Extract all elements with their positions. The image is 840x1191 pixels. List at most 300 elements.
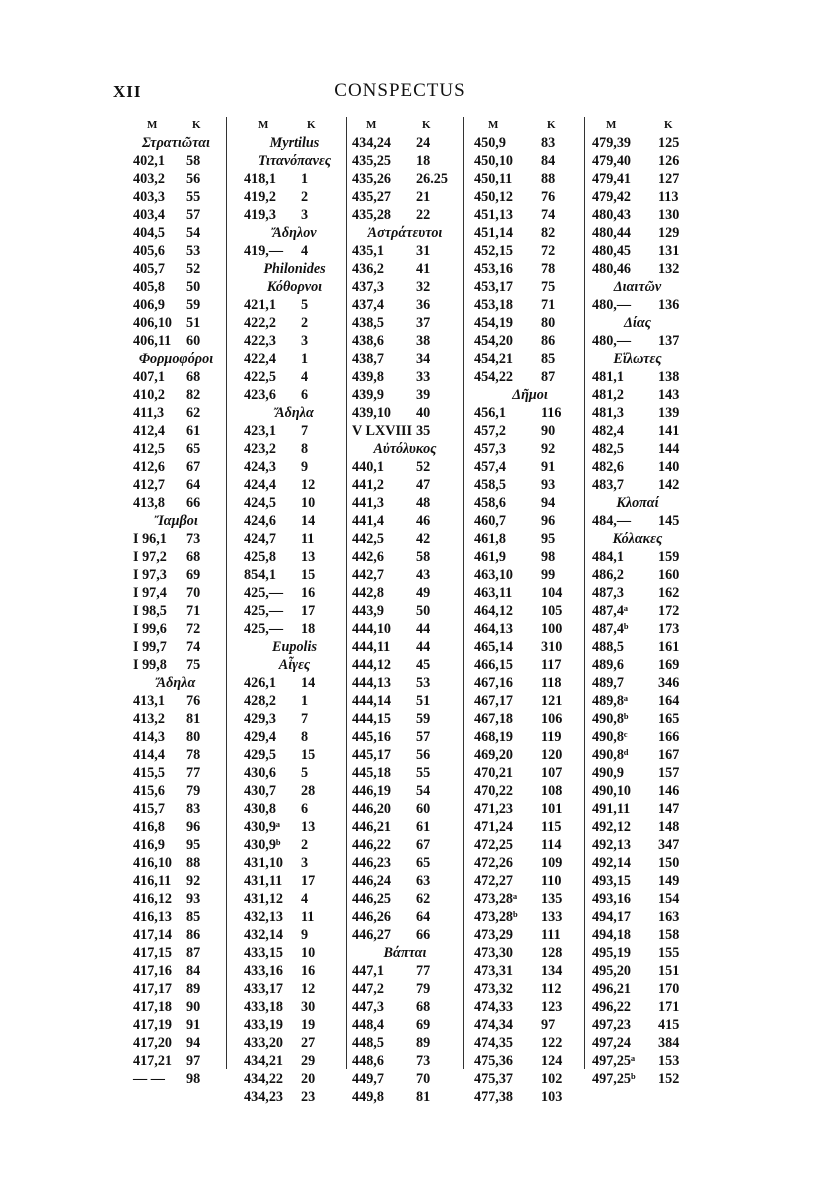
section-heading-text: Εἵλωτες bbox=[613, 351, 662, 367]
kock-ref: 38 bbox=[416, 333, 431, 349]
table-row bbox=[352, 764, 458, 782]
kock-ref: 4 bbox=[301, 891, 309, 907]
table-row bbox=[474, 710, 586, 728]
meineke-ref: 419,— bbox=[244, 243, 284, 259]
kock-ref: 37 bbox=[416, 315, 431, 331]
table-row bbox=[474, 260, 586, 278]
meineke-ref: 440,1 bbox=[352, 459, 384, 475]
meineke-ref: 460,7 bbox=[474, 513, 506, 529]
kock-ref: 136 bbox=[658, 297, 680, 313]
meineke-ref: 472,26 bbox=[474, 855, 514, 871]
meineke-ref: 469,20 bbox=[474, 747, 514, 763]
kock-ref: 51 bbox=[416, 693, 431, 709]
table-row bbox=[352, 494, 458, 512]
kock-ref: 98 bbox=[541, 549, 556, 565]
meineke-ref: 482,6 bbox=[592, 459, 624, 475]
kock-ref: 71 bbox=[186, 603, 201, 619]
table-row bbox=[592, 728, 683, 746]
meineke-ref: 489,8ᵃ bbox=[592, 693, 629, 709]
table-row bbox=[592, 782, 683, 800]
kock-ref: 90 bbox=[541, 423, 556, 439]
meineke-ref: 433,19 bbox=[244, 1017, 284, 1033]
table-row bbox=[352, 926, 458, 944]
table-row bbox=[352, 836, 458, 854]
table-row bbox=[592, 242, 683, 260]
kock-ref: 20 bbox=[301, 1071, 316, 1087]
kock-ref: 55 bbox=[186, 189, 201, 205]
table-row bbox=[133, 566, 219, 584]
meineke-ref: 417,14 bbox=[133, 927, 173, 943]
meineke-ref: 481,1 bbox=[592, 369, 624, 385]
table-row bbox=[352, 206, 458, 224]
meineke-ref: 430,9ᵃ bbox=[244, 819, 281, 835]
table-row bbox=[592, 836, 683, 854]
kock-ref: 42 bbox=[416, 531, 431, 547]
section-heading bbox=[352, 224, 458, 242]
meineke-ref: 412,6 bbox=[133, 459, 165, 475]
table-row bbox=[474, 224, 586, 242]
table-row bbox=[474, 1070, 586, 1088]
meineke-ref: 434,22 bbox=[244, 1071, 284, 1087]
table-column bbox=[474, 116, 586, 1106]
kock-ref: 11 bbox=[301, 531, 315, 547]
kock-ref: 34 bbox=[416, 351, 431, 367]
meineke-ref: 413,1 bbox=[133, 693, 165, 709]
table-row bbox=[592, 800, 683, 818]
section-heading-text: Κλοπαί bbox=[616, 495, 659, 511]
kock-ref: 58 bbox=[416, 549, 431, 565]
table-row bbox=[133, 890, 219, 908]
meineke-ref: 405,7 bbox=[133, 261, 165, 277]
section-heading-text: Δῆμοι bbox=[512, 387, 548, 403]
kock-ref: 40 bbox=[416, 405, 431, 421]
table-row bbox=[133, 1034, 219, 1052]
table-row bbox=[352, 566, 458, 584]
meineke-ref: 433,17 bbox=[244, 981, 284, 997]
meineke-ref: 415,7 bbox=[133, 801, 165, 817]
kock-ref: 7 bbox=[301, 711, 309, 727]
meineke-ref: 488,5 bbox=[592, 639, 624, 655]
kock-ref: 160 bbox=[658, 567, 680, 583]
table-row bbox=[133, 278, 219, 296]
page-title: CONSPECTUS bbox=[334, 80, 466, 101]
kock-ref: 52 bbox=[416, 459, 431, 475]
kock-ref: 173 bbox=[658, 621, 680, 637]
table-row bbox=[244, 584, 345, 602]
table-row bbox=[244, 314, 345, 332]
meineke-ref: 497,23 bbox=[592, 1017, 632, 1033]
table-row bbox=[474, 602, 586, 620]
meineke-ref: 495,19 bbox=[592, 945, 632, 961]
meineke-ref: 444,13 bbox=[352, 675, 392, 691]
kock-ref: 162 bbox=[658, 585, 680, 601]
table-row bbox=[592, 890, 683, 908]
table-row bbox=[352, 152, 458, 170]
table-row bbox=[352, 386, 458, 404]
meineke-ref: 497,25ᵇ bbox=[592, 1071, 636, 1087]
section-heading-text: Αὐτόλυκος bbox=[373, 441, 437, 457]
table-row bbox=[352, 602, 458, 620]
kock-ref: 166 bbox=[658, 729, 680, 745]
table-row bbox=[474, 476, 586, 494]
kock-ref: 18 bbox=[416, 153, 431, 169]
table-row bbox=[133, 746, 219, 764]
meineke-ref: 424,3 bbox=[244, 459, 276, 475]
meineke-ref: 472,25 bbox=[474, 837, 514, 853]
table-row bbox=[133, 332, 219, 350]
table-row bbox=[592, 296, 683, 314]
table-row bbox=[474, 818, 586, 836]
table-row bbox=[352, 1088, 458, 1106]
meineke-ref: 461,8 bbox=[474, 531, 506, 547]
table-row bbox=[352, 818, 458, 836]
table-row bbox=[133, 296, 219, 314]
kock-ref: 114 bbox=[541, 837, 562, 853]
section-heading-text: Ἄδηλον bbox=[272, 225, 317, 241]
kock-ref: 1 bbox=[301, 171, 309, 187]
meineke-ref: 417,21 bbox=[133, 1053, 173, 1069]
table-row bbox=[352, 854, 458, 872]
meineke-ref: 403,3 bbox=[133, 189, 165, 205]
kock-ref: 63 bbox=[416, 873, 431, 889]
column-header-m: M bbox=[606, 119, 618, 131]
meineke-ref: 446,23 bbox=[352, 855, 392, 871]
section-heading bbox=[352, 944, 458, 962]
kock-ref: 141 bbox=[658, 423, 680, 439]
table-row bbox=[592, 386, 683, 404]
kock-ref: 35 bbox=[416, 423, 431, 439]
table-row bbox=[474, 1088, 586, 1106]
kock-ref: 10 bbox=[301, 945, 316, 961]
table-row bbox=[133, 260, 219, 278]
table-row bbox=[133, 782, 219, 800]
kock-ref: 123 bbox=[541, 999, 563, 1015]
kock-ref: 3 bbox=[301, 207, 309, 223]
table-row bbox=[244, 368, 345, 386]
meineke-ref: 421,1 bbox=[244, 297, 276, 313]
meineke-ref: 467,17 bbox=[474, 693, 514, 709]
kock-ref: 77 bbox=[186, 765, 201, 781]
table-row bbox=[592, 656, 683, 674]
table-row bbox=[474, 1052, 586, 1070]
table-row bbox=[352, 1016, 458, 1034]
kock-ref: 103 bbox=[541, 1089, 563, 1105]
kock-ref: 88 bbox=[541, 171, 556, 187]
table-row bbox=[352, 710, 458, 728]
kock-ref: 84 bbox=[186, 963, 201, 979]
table-row bbox=[244, 206, 345, 224]
meineke-ref: 404,5 bbox=[133, 225, 165, 241]
table-row bbox=[592, 692, 683, 710]
kock-ref: 153 bbox=[658, 1053, 680, 1069]
kock-ref: 14 bbox=[301, 675, 316, 691]
table-row bbox=[352, 512, 458, 530]
meineke-ref: 458,6 bbox=[474, 495, 506, 511]
kock-ref: 105 bbox=[541, 603, 563, 619]
meineke-ref: 406,9 bbox=[133, 297, 165, 313]
meineke-ref: 416,9 bbox=[133, 837, 165, 853]
meineke-ref: 492,13 bbox=[592, 837, 632, 853]
column-divider bbox=[226, 117, 227, 1069]
meineke-ref: 470,21 bbox=[474, 765, 514, 781]
kock-ref: 13 bbox=[301, 819, 316, 835]
section-heading-text: Myrtilus bbox=[269, 135, 320, 151]
meineke-ref: 402,1 bbox=[133, 153, 165, 169]
kock-ref: 100 bbox=[541, 621, 563, 637]
kock-ref: 62 bbox=[186, 405, 201, 421]
table-row bbox=[133, 242, 219, 260]
meineke-ref: 448,6 bbox=[352, 1053, 384, 1069]
table-row bbox=[592, 206, 683, 224]
meineke-ref: 452,15 bbox=[474, 243, 514, 259]
kock-ref: 107 bbox=[541, 765, 563, 781]
kock-ref: 86 bbox=[186, 927, 201, 943]
table-row bbox=[592, 260, 683, 278]
meineke-ref: 406,11 bbox=[133, 333, 172, 349]
kock-ref: 84 bbox=[541, 153, 556, 169]
kock-ref: 70 bbox=[186, 585, 201, 601]
kock-ref: 121 bbox=[541, 693, 563, 709]
kock-ref: 68 bbox=[186, 369, 201, 385]
kock-ref: 69 bbox=[186, 567, 201, 583]
table-row bbox=[352, 476, 458, 494]
kock-ref: 44 bbox=[416, 621, 431, 637]
kock-ref: 18 bbox=[301, 621, 316, 637]
kock-ref: 158 bbox=[658, 927, 680, 943]
kock-ref: 81 bbox=[186, 711, 201, 727]
kock-ref: 72 bbox=[541, 243, 556, 259]
kock-ref: 45 bbox=[416, 657, 431, 673]
table-row bbox=[352, 350, 458, 368]
table-row bbox=[133, 530, 219, 548]
kock-ref: 172 bbox=[658, 603, 680, 619]
kock-ref: 89 bbox=[416, 1035, 431, 1051]
meineke-ref: 453,18 bbox=[474, 297, 514, 313]
kock-ref: 74 bbox=[186, 639, 201, 655]
section-heading-text: Philonides bbox=[263, 261, 326, 277]
table-row bbox=[592, 404, 683, 422]
table-row bbox=[592, 188, 683, 206]
table-row bbox=[474, 170, 586, 188]
table-row bbox=[133, 224, 219, 242]
meineke-ref: 474,33 bbox=[474, 999, 514, 1015]
kock-ref: 95 bbox=[186, 837, 201, 853]
kock-ref: 142 bbox=[658, 477, 680, 493]
table-row bbox=[244, 422, 345, 440]
kock-ref: 163 bbox=[658, 909, 680, 925]
meineke-ref: 463,11 bbox=[474, 585, 513, 601]
kock-ref: 148 bbox=[658, 819, 680, 835]
meineke-ref: 456,1 bbox=[474, 405, 506, 421]
meineke-ref: 451,13 bbox=[474, 207, 514, 223]
column-header-k: K bbox=[192, 119, 202, 131]
table-row bbox=[133, 638, 219, 656]
table-row bbox=[133, 872, 219, 890]
meineke-ref: 444,15 bbox=[352, 711, 392, 727]
meineke-ref: 439,8 bbox=[352, 369, 384, 385]
meineke-ref: 453,16 bbox=[474, 261, 514, 277]
kock-ref: 139 bbox=[658, 405, 680, 421]
kock-ref: 33 bbox=[416, 369, 431, 385]
meineke-ref: I 97,3 bbox=[133, 567, 167, 583]
table-row bbox=[352, 656, 458, 674]
meineke-ref: 444,14 bbox=[352, 693, 392, 709]
meineke-ref: 486,2 bbox=[592, 567, 624, 583]
meineke-ref: 464,12 bbox=[474, 603, 514, 619]
meineke-ref: 497,24 bbox=[592, 1035, 632, 1051]
kock-ref: 147 bbox=[658, 801, 680, 817]
table-row bbox=[352, 1052, 458, 1070]
section-heading bbox=[244, 224, 345, 242]
kock-ref: 1 bbox=[301, 351, 309, 367]
table-row bbox=[352, 782, 458, 800]
kock-ref: 112 bbox=[541, 981, 562, 997]
table-row bbox=[244, 782, 345, 800]
table-row bbox=[352, 746, 458, 764]
table-row bbox=[244, 764, 345, 782]
kock-ref: 155 bbox=[658, 945, 680, 961]
meineke-ref: 479,42 bbox=[592, 189, 632, 205]
table-row bbox=[244, 476, 345, 494]
kock-ref: 96 bbox=[541, 513, 556, 529]
table-row bbox=[133, 854, 219, 872]
kock-ref: 60 bbox=[186, 333, 201, 349]
section-heading bbox=[244, 134, 345, 152]
kock-ref: 91 bbox=[186, 1017, 201, 1033]
meineke-ref: I 99,8 bbox=[133, 657, 167, 673]
meineke-ref: 472,27 bbox=[474, 873, 514, 889]
meineke-ref: — — bbox=[133, 1071, 165, 1087]
table-row bbox=[592, 1016, 683, 1034]
meineke-ref: 447,1 bbox=[352, 963, 384, 979]
table-row bbox=[244, 242, 345, 260]
table-row bbox=[474, 404, 586, 422]
meineke-ref: 497,25ᵃ bbox=[592, 1053, 636, 1069]
table-row bbox=[133, 1016, 219, 1034]
kock-ref: 2 bbox=[301, 189, 309, 205]
table-row bbox=[244, 998, 345, 1016]
table-row bbox=[352, 800, 458, 818]
meineke-ref: 428,2 bbox=[244, 693, 276, 709]
meineke-ref: 422,2 bbox=[244, 315, 276, 331]
section-heading bbox=[244, 656, 345, 674]
table-row bbox=[592, 512, 683, 530]
kock-ref: 66 bbox=[416, 927, 431, 943]
meineke-ref: 435,25 bbox=[352, 153, 392, 169]
meineke-ref: 464,13 bbox=[474, 621, 514, 637]
table-row bbox=[592, 854, 683, 872]
kock-ref: 138 bbox=[658, 369, 680, 385]
kock-ref: 384 bbox=[658, 1035, 680, 1051]
table-row bbox=[474, 800, 586, 818]
meineke-ref: 489,6 bbox=[592, 657, 624, 673]
table-row bbox=[133, 764, 219, 782]
table-row bbox=[474, 512, 586, 530]
meineke-ref: 416,8 bbox=[133, 819, 165, 835]
meineke-ref: 496,22 bbox=[592, 999, 632, 1015]
meineke-ref: 480,43 bbox=[592, 207, 632, 223]
column-header-k: K bbox=[422, 119, 432, 131]
meineke-ref: 453,17 bbox=[474, 279, 514, 295]
kock-ref: 137 bbox=[658, 333, 680, 349]
kock-ref: 76 bbox=[541, 189, 556, 205]
section-heading bbox=[244, 152, 345, 170]
kock-ref: 57 bbox=[186, 207, 201, 223]
kock-ref: 46 bbox=[416, 513, 431, 529]
table-row bbox=[474, 692, 586, 710]
meineke-ref: 416,12 bbox=[133, 891, 173, 907]
kock-ref: 11 bbox=[301, 909, 315, 925]
meineke-ref: 414,4 bbox=[133, 747, 165, 763]
meineke-ref: 435,26 bbox=[352, 171, 392, 187]
kock-ref: 152 bbox=[658, 1071, 680, 1087]
meineke-ref: 425,— bbox=[244, 621, 284, 637]
kock-ref: 127 bbox=[658, 171, 680, 187]
kock-ref: 50 bbox=[186, 279, 201, 295]
kock-ref: 68 bbox=[186, 549, 201, 565]
kock-ref: 65 bbox=[186, 441, 201, 457]
meineke-ref: 419,3 bbox=[244, 207, 276, 223]
kock-ref: 2 bbox=[301, 315, 309, 331]
meineke-ref: 434,21 bbox=[244, 1053, 284, 1069]
column-header bbox=[244, 116, 345, 134]
kock-ref: 72 bbox=[186, 621, 201, 637]
table-row bbox=[244, 674, 345, 692]
table-row bbox=[592, 746, 683, 764]
meineke-ref: 473,31 bbox=[474, 963, 514, 979]
meineke-ref: 473,30 bbox=[474, 945, 514, 961]
table-row bbox=[244, 188, 345, 206]
meineke-ref: 461,9 bbox=[474, 549, 506, 565]
meineke-ref: 490,10 bbox=[592, 783, 632, 799]
kock-ref: 140 bbox=[658, 459, 680, 475]
kock-ref: 68 bbox=[416, 999, 431, 1015]
meineke-ref: V LXVIII bbox=[352, 423, 413, 439]
kock-ref: 102 bbox=[541, 1071, 563, 1087]
table-row bbox=[352, 188, 458, 206]
table-row bbox=[352, 368, 458, 386]
table-row bbox=[592, 980, 683, 998]
meineke-ref: 471,23 bbox=[474, 801, 514, 817]
table-row bbox=[474, 872, 586, 890]
meineke-ref: 481,2 bbox=[592, 387, 624, 403]
section-heading bbox=[474, 386, 586, 404]
kock-ref: 126 bbox=[658, 153, 680, 169]
meineke-ref: 437,4 bbox=[352, 297, 384, 313]
table-row bbox=[133, 368, 219, 386]
kock-ref: 50 bbox=[416, 603, 431, 619]
table-row bbox=[474, 980, 586, 998]
kock-ref: 43 bbox=[416, 567, 431, 583]
table-row bbox=[133, 152, 219, 170]
column-divider bbox=[463, 117, 464, 1069]
table-row bbox=[474, 1034, 586, 1052]
meineke-ref: 419,2 bbox=[244, 189, 276, 205]
meineke-ref: 425,8 bbox=[244, 549, 276, 565]
meineke-ref: 466,15 bbox=[474, 657, 514, 673]
meineke-ref: 492,12 bbox=[592, 819, 632, 835]
meineke-ref: I 99,7 bbox=[133, 639, 167, 655]
meineke-ref: 487,4ᵇ bbox=[592, 621, 629, 637]
meineke-ref: 458,5 bbox=[474, 477, 506, 493]
section-heading bbox=[592, 494, 683, 512]
kock-ref: 49 bbox=[416, 585, 431, 601]
meineke-ref: 449,7 bbox=[352, 1071, 384, 1087]
kock-ref: 93 bbox=[186, 891, 201, 907]
table-row bbox=[244, 1016, 345, 1034]
table-row bbox=[133, 710, 219, 728]
meineke-ref: 438,5 bbox=[352, 315, 384, 331]
